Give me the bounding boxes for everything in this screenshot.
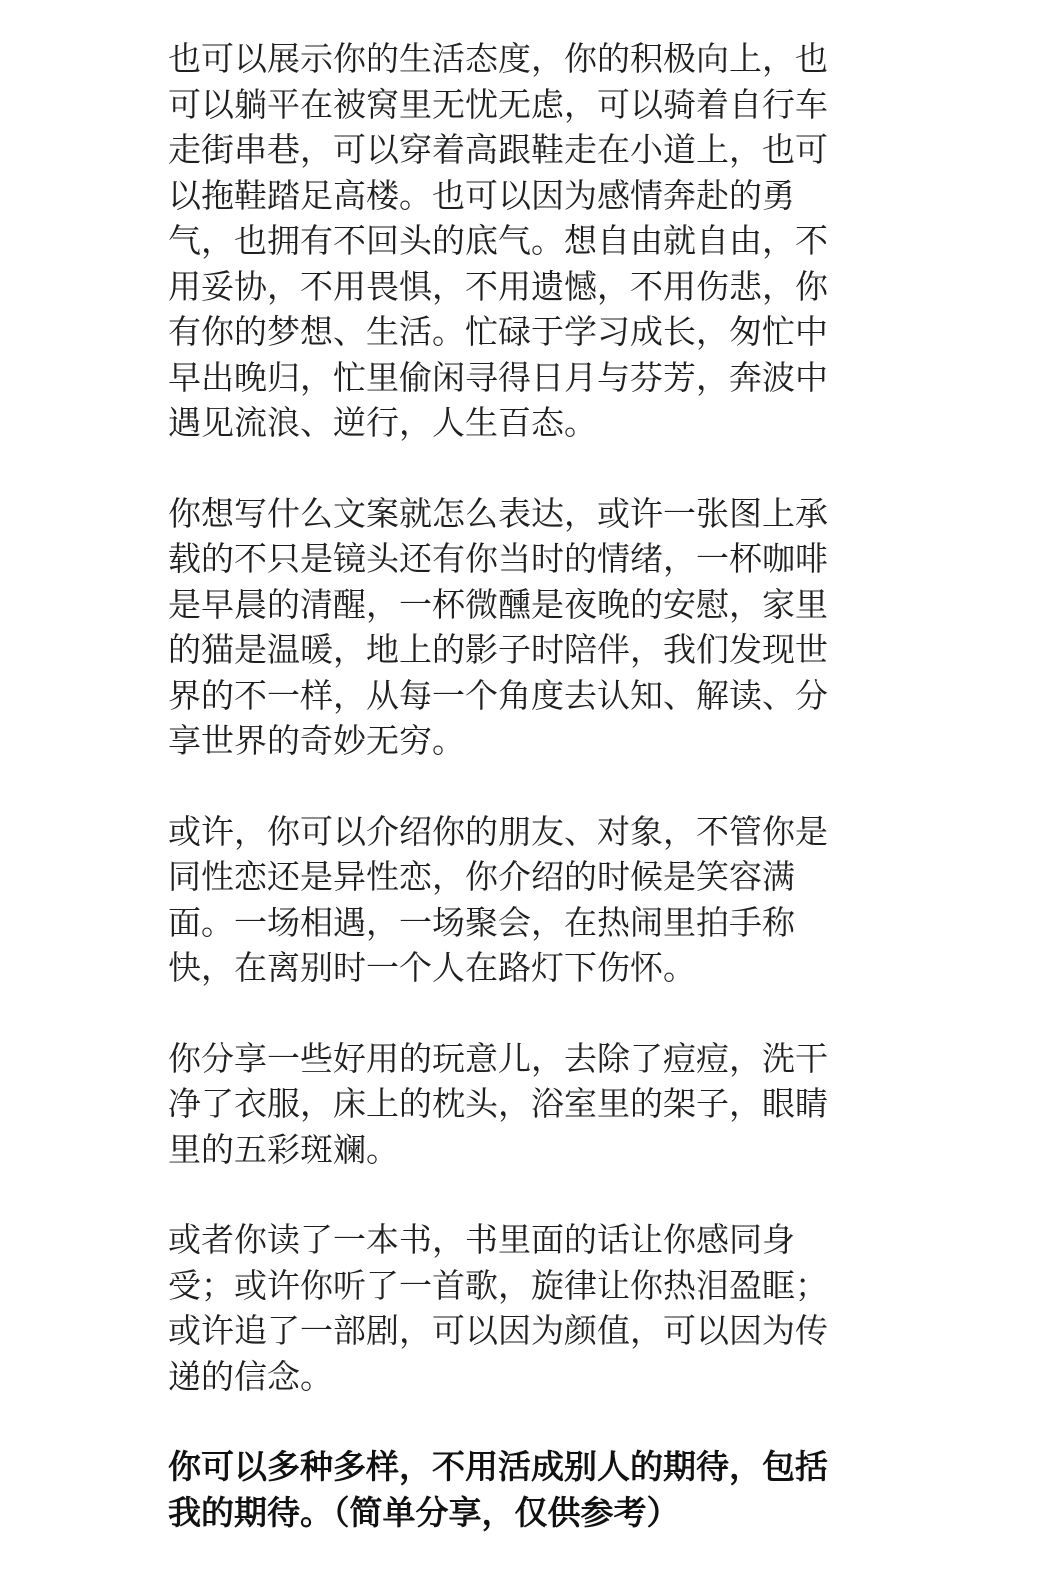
text-line: 也可以展示你的生活态度，你的积极向上，也	[168, 39, 828, 78]
text-line: 递的信念。	[168, 1356, 333, 1396]
paragraph-copywriting	[168, 491, 868, 764]
text-line: 你想写什么文案就怎么表达，或许一张图上承	[168, 493, 828, 533]
text-line: 或许追了一部剧，可以因为颜值，可以因为传	[168, 1311, 828, 1350]
text-line: 或者你读了一本书，书里面的话让你感同身	[168, 1220, 795, 1259]
text-line: 享世界的奇妙无穷。	[168, 721, 465, 760]
paragraph-life-attitude	[168, 36, 868, 446]
text-line: 同性恋还是异性恋，你介绍的时候是笑容满	[168, 857, 795, 896]
text-line: 快，在离别时一个人在路灯下伤怀。	[168, 948, 696, 987]
paragraph-conclusion	[168, 1444, 868, 1535]
text-line: 有你的梦想、生活。忙碌于学习成长，匆忙中	[168, 312, 828, 351]
text-line: 里的五彩斑斓。	[168, 1129, 399, 1169]
text-line: 你可以多种多样，不用活成别人的期待，包括	[168, 1447, 828, 1486]
text-line: 早出晚归，忙里偷闲寻得日月与芬芳，奔波中	[168, 357, 828, 397]
paragraph-share-items	[168, 1036, 868, 1173]
text-line: 可以躺平在被窝里无忧无虑，可以骑着自行车	[168, 84, 828, 124]
text-line: 载的不只是镜头还有你当时的情绪，一杯咖啡	[168, 539, 828, 578]
paragraph-books-songs	[168, 1217, 868, 1399]
text-line: 遇见流浪、逆行，人生百态。	[168, 403, 597, 442]
text-line: 你分享一些好用的玩意儿，去除了痘痘，洗干	[168, 1038, 828, 1078]
text-line: 走街串巷，可以穿着高跟鞋走在小道上，也可	[168, 130, 828, 169]
text-line: 气，也拥有不回头的底气。想自由就自由，不	[168, 221, 828, 260]
text-line: 面。一场相遇，一场聚会，在热闹里拍手称	[168, 902, 795, 942]
text-line: 用妥协，不用畏惧，不用遗憾，不用伤悲，你	[168, 266, 828, 306]
text-line: 受；或许你听了一首歌，旋律让你热泪盈眶；	[168, 1265, 828, 1305]
article-body	[168, 36, 868, 1580]
text-line: 的猫是温暖，地上的影子时陪伴，我们发现世	[168, 630, 828, 669]
text-line: 以拖鞋踏足高楼。也可以因为感情奔赴的勇	[168, 175, 795, 215]
text-line: 我的期待。（简单分享，仅供参考）	[168, 1492, 680, 1532]
text-line: 净了衣服，床上的枕头，浴室里的架子，眼睛	[168, 1084, 828, 1123]
paragraph-friends	[168, 809, 868, 991]
text-line: 界的不一样，从每一个角度去认知、解读、分	[168, 675, 828, 715]
text-line: 是早晨的清醒，一杯微醺是夜晚的安慰，家里	[168, 584, 828, 624]
text-line: 或许，你可以介绍你的朋友、对象，不管你是	[168, 811, 828, 851]
